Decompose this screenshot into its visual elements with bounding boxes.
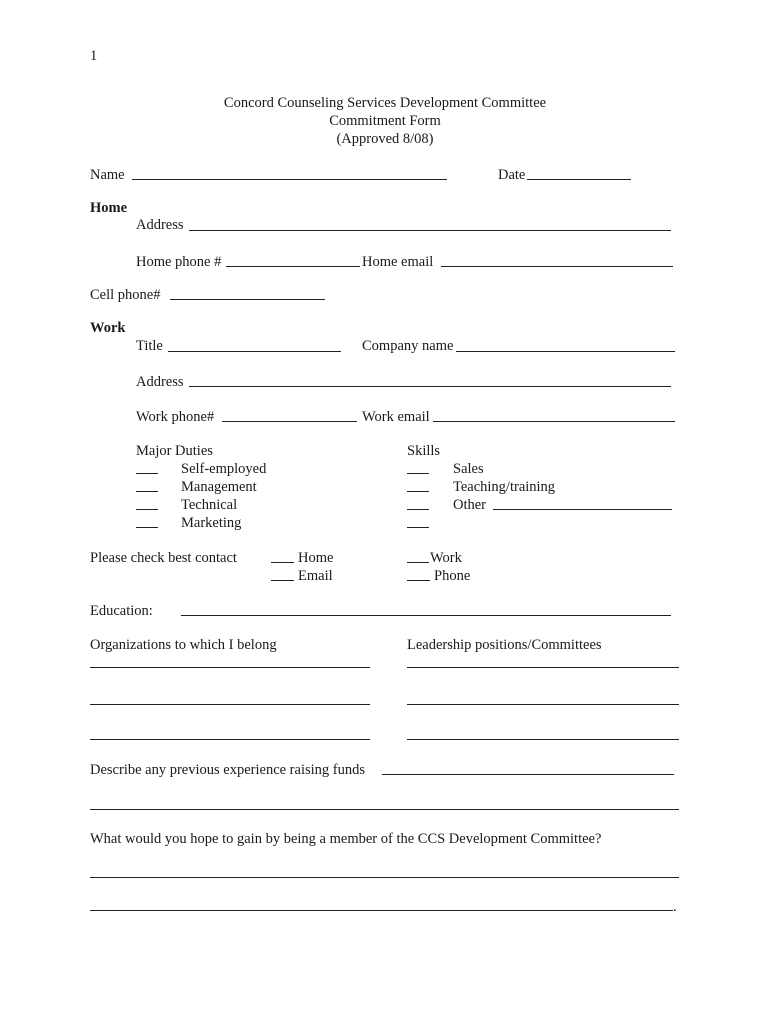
leadership-label: Leadership positions/Committees [407, 637, 602, 653]
page-number: 1 [90, 48, 98, 64]
leadership-field-1[interactable] [407, 667, 679, 668]
work-heading: Work [90, 320, 126, 336]
duty-label-self-employed: Self-employed [181, 461, 267, 477]
duty-checkbox-marketing[interactable] [136, 527, 158, 528]
home-phone-field[interactable] [226, 266, 360, 267]
major-duties-heading: Major Duties [136, 443, 213, 459]
organization-field-3[interactable] [90, 739, 370, 740]
contact-label-work: Work [430, 550, 462, 566]
education-label: Education: [90, 603, 153, 619]
fundraising-field-1[interactable] [382, 774, 674, 775]
gain-question: What would you hope to gain by being a member of the CCS Development Committee? [90, 831, 602, 847]
date-field[interactable] [527, 179, 631, 180]
leadership-field-2[interactable] [407, 704, 679, 705]
work-email-label: Work email [362, 409, 430, 425]
form-title: Commitment Form [329, 113, 441, 129]
work-phone-field[interactable] [222, 421, 357, 422]
duty-checkbox-self-employed[interactable] [136, 473, 158, 474]
home-phone-label: Home phone # [136, 254, 222, 270]
contact-label-phone: Phone [434, 568, 471, 584]
organization-field-1[interactable] [90, 667, 370, 668]
duty-label-marketing: Marketing [181, 515, 242, 531]
skill-label-sales: Sales [453, 461, 484, 477]
skill-label-teaching: Teaching/training [453, 479, 556, 495]
work-address-label: Address [136, 374, 184, 390]
form-approval: (Approved 8/08) [336, 131, 434, 147]
home-address-label: Address [136, 217, 184, 233]
best-contact-label: Please check best contact [90, 550, 237, 566]
fundraising-field-2[interactable] [90, 809, 679, 810]
form-org-title: Concord Counseling Services Development Committee [223, 95, 547, 111]
work-phone-label: Work phone# [136, 409, 215, 425]
work-email-field[interactable] [433, 421, 675, 422]
duty-label-management: Management [181, 479, 257, 495]
contact-label-email: Email [298, 568, 333, 584]
organization-field-2[interactable] [90, 704, 370, 705]
skill-checkbox-sales[interactable] [407, 473, 429, 474]
contact-checkbox-phone[interactable] [407, 580, 430, 581]
skill-checkbox-blank[interactable] [407, 527, 429, 528]
contact-checkbox-email[interactable] [271, 580, 294, 581]
skill-checkbox-other[interactable] [407, 509, 429, 510]
education-field[interactable] [181, 615, 671, 616]
name-label: Name [90, 167, 125, 183]
skills-heading: Skills [407, 443, 441, 459]
contact-checkbox-work[interactable] [407, 562, 429, 563]
skill-checkbox-teaching[interactable] [407, 491, 429, 492]
title-field[interactable] [168, 351, 341, 352]
company-name-field[interactable] [456, 351, 675, 352]
date-label: Date [498, 167, 526, 183]
contact-checkbox-home[interactable] [271, 562, 294, 563]
contact-label-home: Home [298, 550, 334, 566]
duty-label-technical: Technical [181, 497, 238, 513]
home-email-field[interactable] [441, 266, 673, 267]
gain-field-1[interactable] [90, 877, 679, 878]
title-label: Title [136, 338, 163, 354]
home-heading: Home [90, 200, 128, 216]
gain-field-2[interactable] [90, 910, 673, 911]
home-email-label: Home email [362, 254, 434, 270]
cell-phone-label: Cell phone# [90, 287, 161, 303]
fundraising-question: Describe any previous experience raising funds [90, 762, 365, 778]
skill-label-other: Other [453, 497, 487, 513]
final-period: . [673, 899, 677, 915]
cell-phone-field[interactable] [170, 299, 325, 300]
duty-checkbox-technical[interactable] [136, 509, 158, 510]
leadership-field-3[interactable] [407, 739, 679, 740]
home-address-field[interactable] [189, 230, 671, 231]
organizations-label: Organizations to which I belong [90, 637, 277, 653]
work-address-field[interactable] [189, 386, 671, 387]
duty-checkbox-management[interactable] [136, 491, 158, 492]
company-name-label: Company name [362, 338, 454, 354]
skill-other-field[interactable] [493, 509, 672, 510]
name-field[interactable] [132, 179, 447, 180]
